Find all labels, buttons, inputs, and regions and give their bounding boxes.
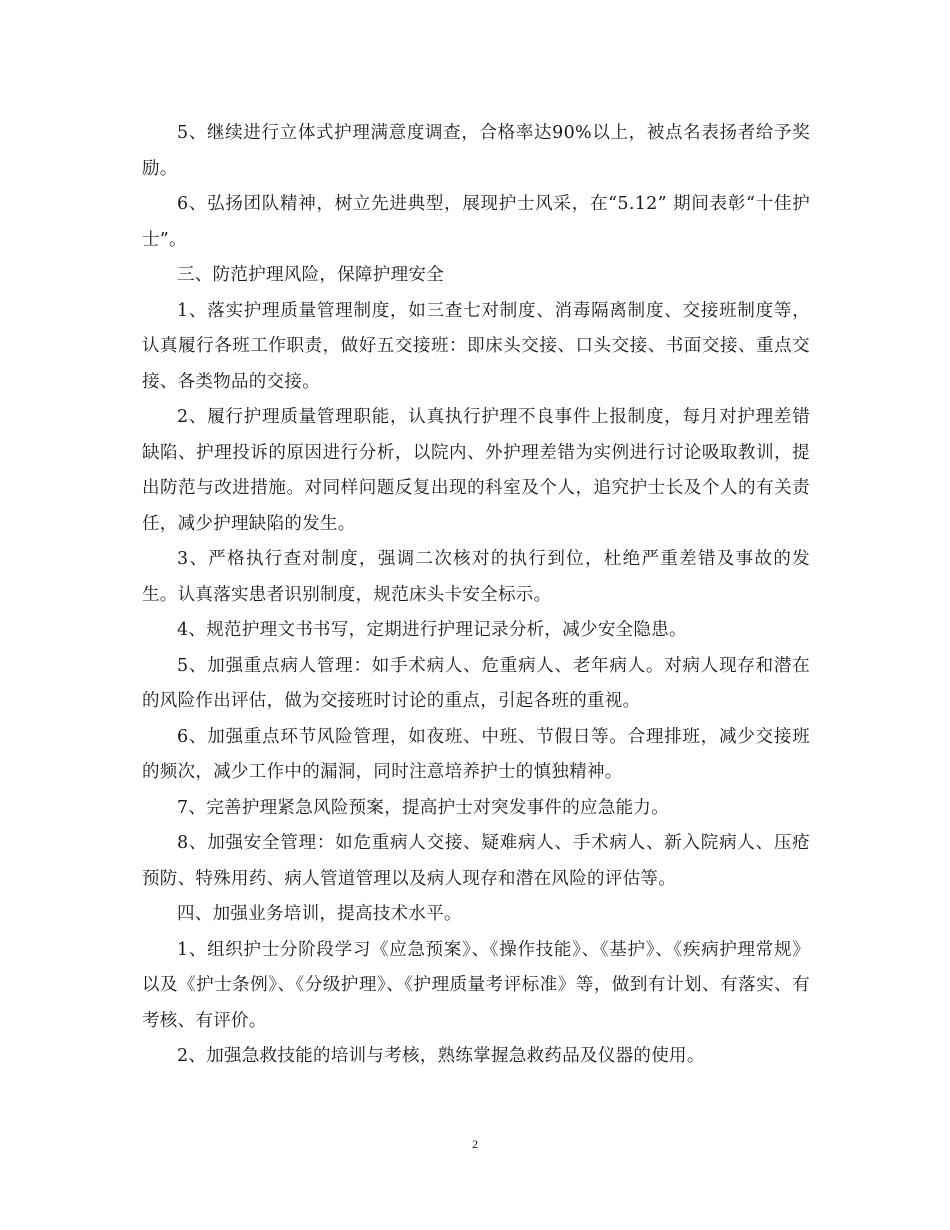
- paragraph-item-7-emergency-plan: 7、完善护理紧急风险预案，提高护士对突发事件的应急能力。: [177, 797, 670, 818]
- page-number: 2: [472, 1137, 478, 1151]
- paragraph-item-6-team-spirit: 6、弘扬团队精神，树立先进典型，展现护士风采，在“5.12” 期间表彰“十佳护士”。: [142, 194, 810, 250]
- paragraph-item-6-key-links: 6、加强重点环节风险管理，如夜班、中班、节假日等。合理排班，减少交接班的频次，减少工作中的漏洞，同时注意培养护士的慎独精神。: [142, 726, 810, 782]
- section-heading-4: 四、加强业务培训，提高技术水平。: [177, 904, 462, 924]
- paragraph-item-2-quality-management: 2、履行护理质量管理职能，认真执行护理不良事件上报制度，每月对护理差错缺陷、护理投诉的原因进行分析，以院内、外护理差错为实例进行讨论吸取教训，提出防范与改进措施。对同样问题反复出现的科室及个人，追究护士长及个人的有关责任，减少护理缺陷的发生。: [142, 407, 810, 534]
- paragraph-item-1-training: 1、组织护士分阶段学习《应急预案》、《操作技能》、《基护》、《疾病护理常规》以及《护士条例》、《分级护理》、《护理质量考评标准》等，做到有计划、有落实、有考核、有评价。: [142, 939, 810, 1031]
- document-body: [142, 116, 810, 1075]
- paragraph-item-2-first-aid: 2、加强急救技能的培训与考核，熟练掌握急救药品及仪器的使用。: [177, 1046, 705, 1066]
- paragraph-item-8-safety-management: 8、加强安全管理：如危重病人交接、疑难病人、手术病人、新入院病人、压疮预防、特殊用药、病人管道管理以及病人现存和潜在风险的评估等。: [142, 833, 810, 889]
- paragraph-item-5-survey: 5、继续进行立体式护理满意度调查，合格率达90%以上，被点名表扬者给予奖励。: [142, 123, 810, 179]
- paragraph-item-3-verification: 3、严格执行查对制度，强调二次核对的执行到位，杜绝严重差错及事故的发生。认真落实患者识别制度，规范床头卡安全标示。: [142, 549, 810, 605]
- section-heading-3: 三、防范护理风险，保障护理安全: [177, 265, 444, 285]
- paragraph-item-4-documentation: 4、规范护理文书书写，定期进行护理记录分析，减少安全隐患。: [177, 620, 687, 640]
- paragraph-item-1-quality-system: 1、落实护理质量管理制度，如三查七对制度、消毒隔离制度、交接班制度等，认真履行各班工作职责，做好五交接班：即床头交接、口头交接、书面交接、重点交接、各类物品的交接。: [142, 300, 810, 392]
- paragraph-item-5-key-patients: 5、加强重点病人管理：如手术病人、危重病人、老年病人。对病人现存和潜在的风险作出评估，做为交接班时讨论的重点，引起各班的重视。: [142, 655, 810, 711]
